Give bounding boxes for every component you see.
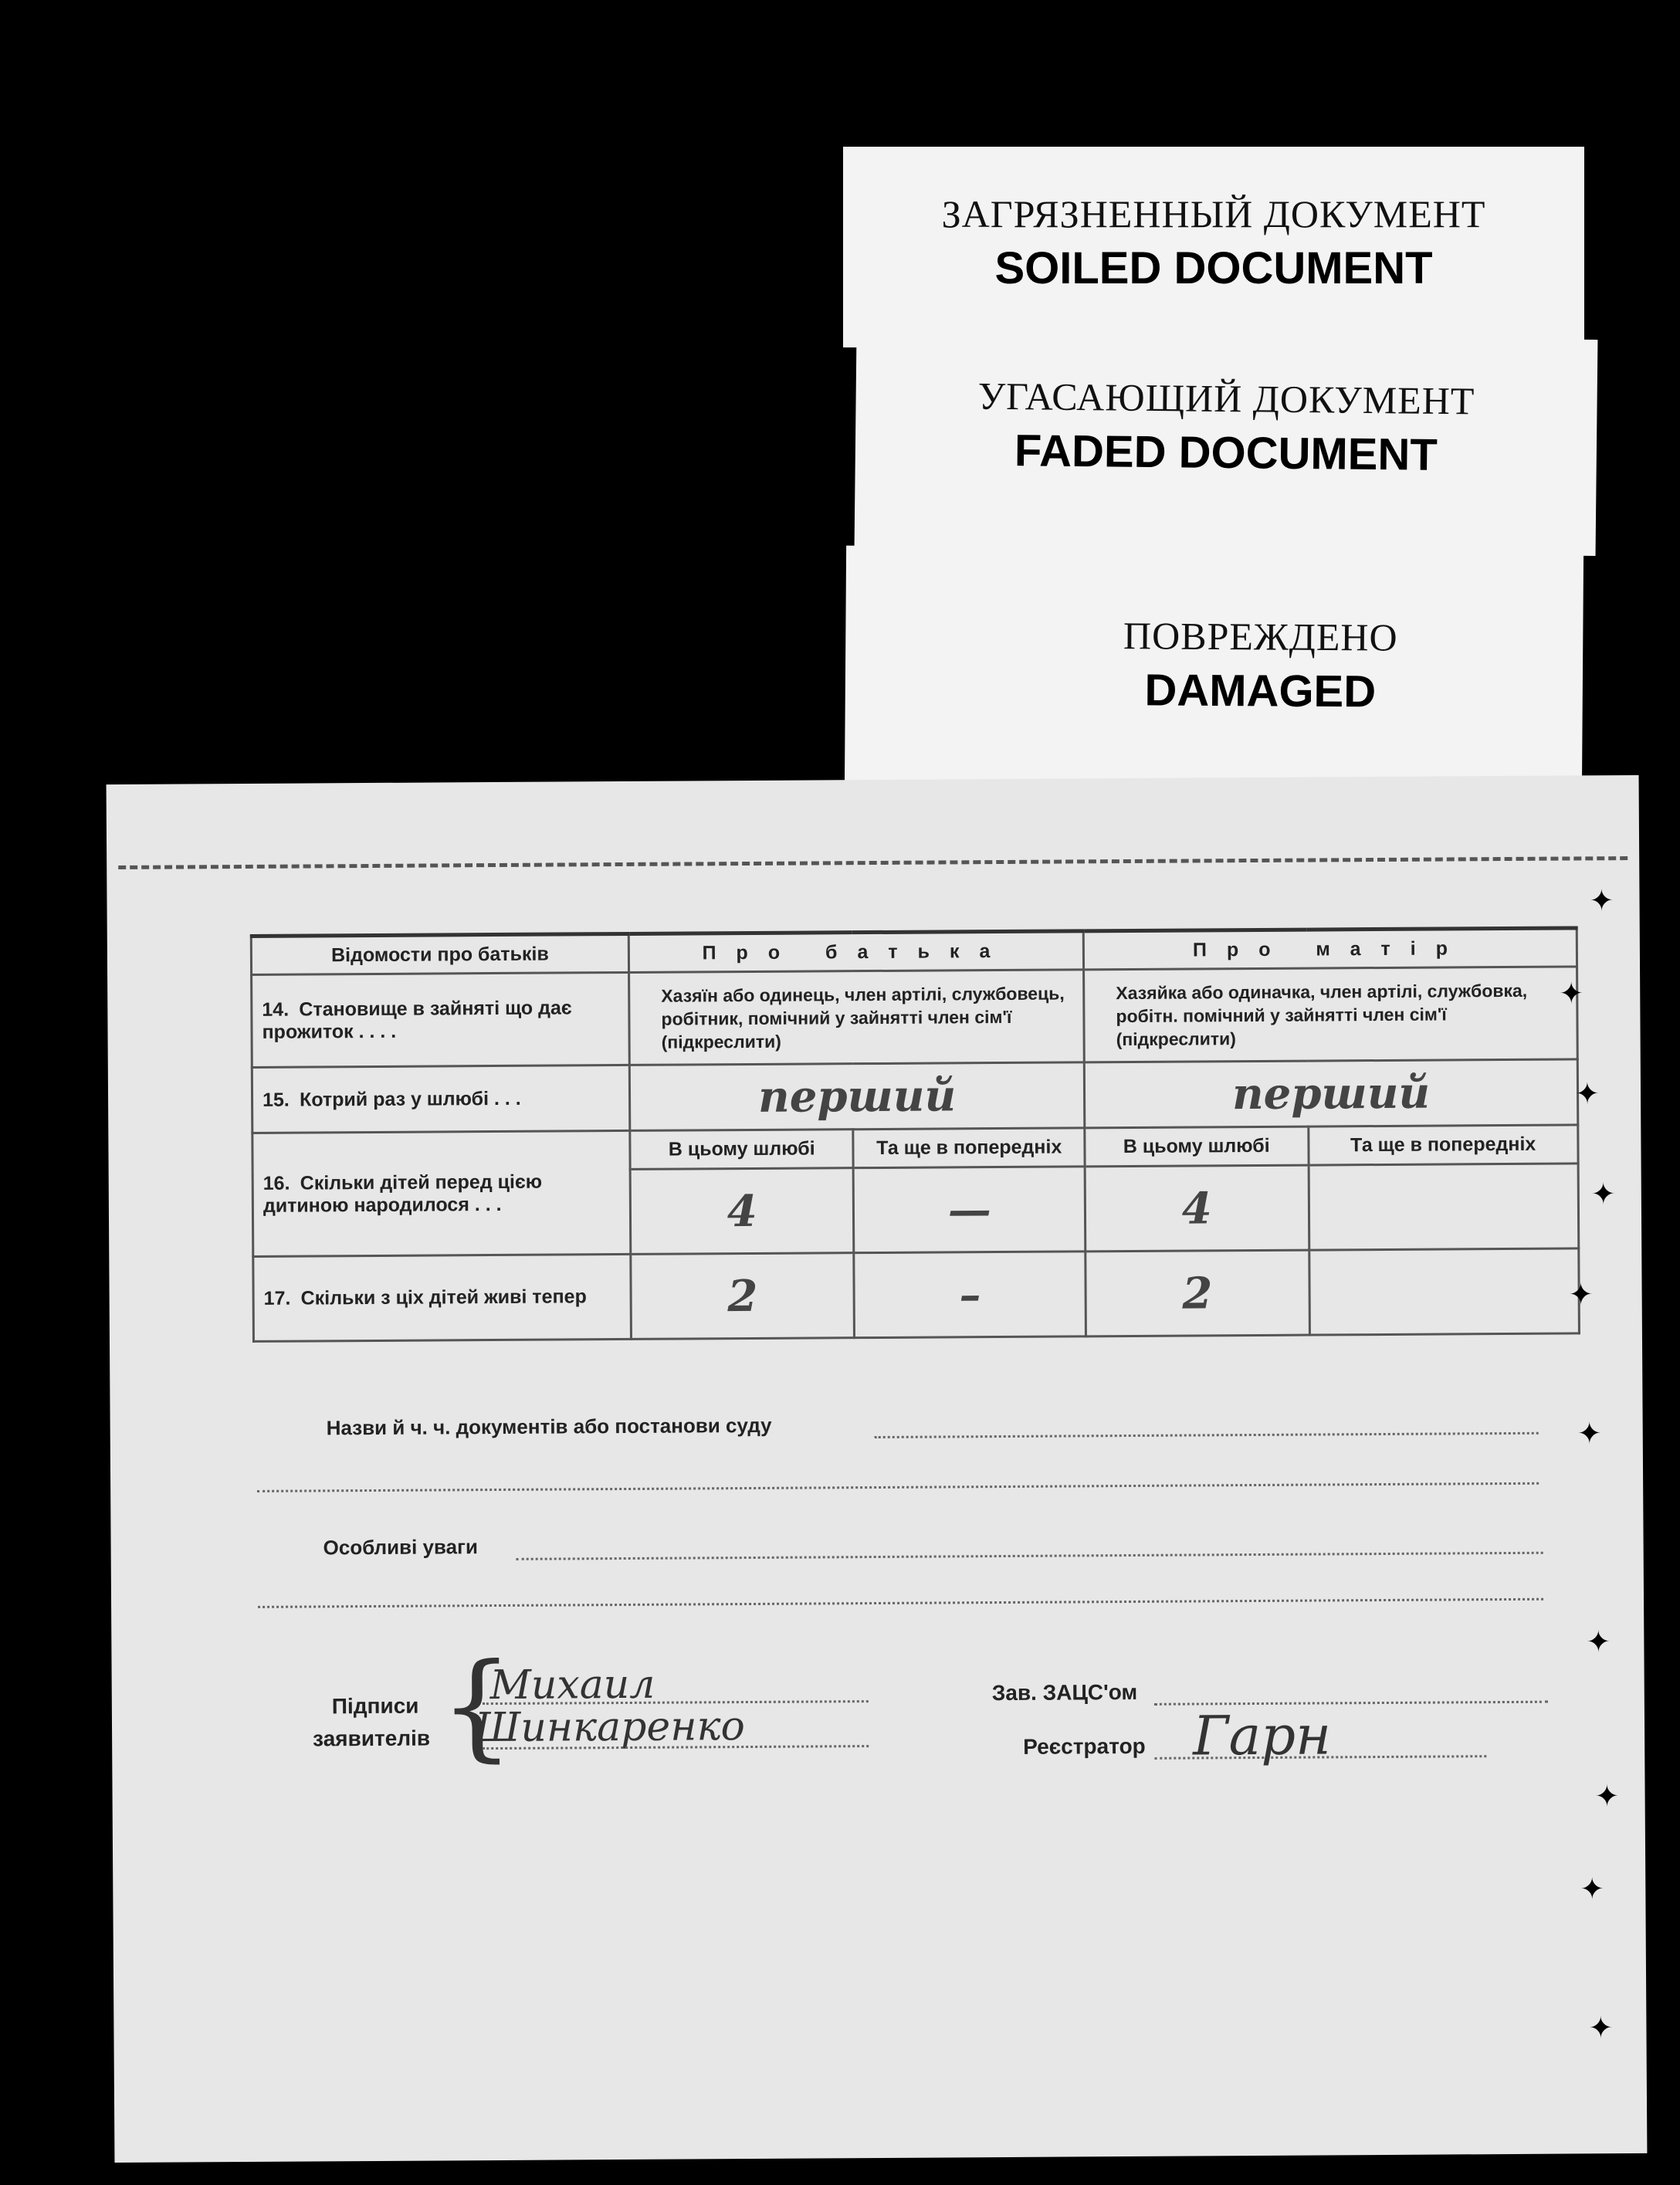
row15-label: 15. Котрий раз у шлюбі . . . <box>252 1065 630 1133</box>
damage-mark: ✦ <box>1586 1626 1611 1659</box>
row14-mother: Хазяйка або одиначка, член артілі, службовка, робітн. помічний у зайнятті член сім'ї (підкреслити) <box>1084 967 1578 1062</box>
header-mother: Про матір <box>1083 928 1577 970</box>
soiled-label-ru: ЗАГРЯЗНЕННЫЙ ДОКУМЕНТ <box>941 192 1486 235</box>
row15-mother-value: перший <box>1084 1059 1577 1128</box>
faded-label-en: FADED DOCUMENT <box>1014 425 1438 480</box>
head-label: Зав. ЗАЦС'ом <box>991 1679 1138 1706</box>
sub-mother-prev: Та ще в попередніх <box>1308 1125 1578 1165</box>
faded-label-ru: УГАСАЮЩИЙ ДОКУМЕНТ <box>977 374 1475 423</box>
sub-mother-this: В цьому шлюбі <box>1085 1126 1309 1167</box>
damaged-label-ru: ПОВРЕЖДЕНО <box>1123 614 1398 659</box>
row17-label: 17. Скільки з ціх дітей живі тепер <box>253 1254 632 1341</box>
damage-mark: ✦ <box>1589 885 1614 918</box>
damage-mark: ✦ <box>1574 1078 1600 1111</box>
parents-info-table <box>250 926 1580 1342</box>
row16-mother-prev <box>1309 1164 1579 1250</box>
notes-line-1 <box>517 1552 1543 1560</box>
row14-label: 14. Становище в зайняті що дає прожиток . . . . <box>252 972 630 1067</box>
row16-father-this: 4 <box>630 1168 854 1255</box>
row14-father: Хазяїн або одинець, член артілі, службовець, робітник, помічний у зайнятті член сім'ї (підкреслити) <box>629 970 1085 1065</box>
signature-brace: { <box>439 1638 514 1774</box>
row15-father-value: перший <box>629 1062 1085 1131</box>
damage-mark: ✦ <box>1568 1279 1594 1312</box>
row16-mother-this: 4 <box>1085 1165 1309 1252</box>
damage-mark: ✦ <box>1559 977 1584 1011</box>
row17-mother-prev <box>1309 1248 1579 1335</box>
soiled-document-label <box>843 147 1584 347</box>
row16-label: 16. Скільки дітей перед цією дитиною народилося . . . <box>252 1130 631 1256</box>
docs-line-2 <box>257 1482 1539 1492</box>
sub-father-this: В цьому шлюбі <box>630 1130 854 1170</box>
row16-father-prev: — <box>854 1167 1086 1253</box>
row17-mother-this: 2 <box>1086 1250 1309 1336</box>
docs-line-1 <box>875 1432 1539 1438</box>
sub-father-prev: Та ще в попередніх <box>853 1128 1085 1168</box>
damaged-label <box>845 546 1583 798</box>
faded-document-label <box>855 332 1598 556</box>
docs-label: Назви й ч. ч. документів або постанови суду <box>326 1413 772 1440</box>
header-father: Про батька <box>628 931 1083 973</box>
form-sheet <box>107 775 1648 2163</box>
damage-mark: ✦ <box>1580 1873 1605 1906</box>
damaged-label-en: DAMAGED <box>1144 665 1377 717</box>
damage-mark: ✦ <box>1588 2012 1614 2045</box>
damage-mark: ✦ <box>1577 1418 1602 1451</box>
damage-mark: ✦ <box>1594 1780 1620 1814</box>
notes-line-2 <box>258 1598 1543 1608</box>
dashed-cut-line <box>118 856 1628 869</box>
damage-mark: ✦ <box>1590 1178 1616 1211</box>
registrar-label: Реєстратор <box>1023 1733 1146 1759</box>
applicant-signature-2: Шинкаренко <box>474 1703 746 1752</box>
signatures-label-2: заявителів <box>313 1726 431 1751</box>
registrar-signature: Гарн <box>1192 1703 1332 1768</box>
signatures-label-1: Підписи <box>331 1693 419 1719</box>
row17-father-prev: – <box>854 1252 1086 1338</box>
notes-label: Особливі уваги <box>323 1535 478 1560</box>
header-col1: Відомости про батьків <box>251 933 628 974</box>
row17-father-this: 2 <box>631 1253 855 1340</box>
applicant-signature-1: Михаил <box>489 1661 655 1709</box>
soiled-label-en: SOILED DOCUMENT <box>994 243 1433 293</box>
